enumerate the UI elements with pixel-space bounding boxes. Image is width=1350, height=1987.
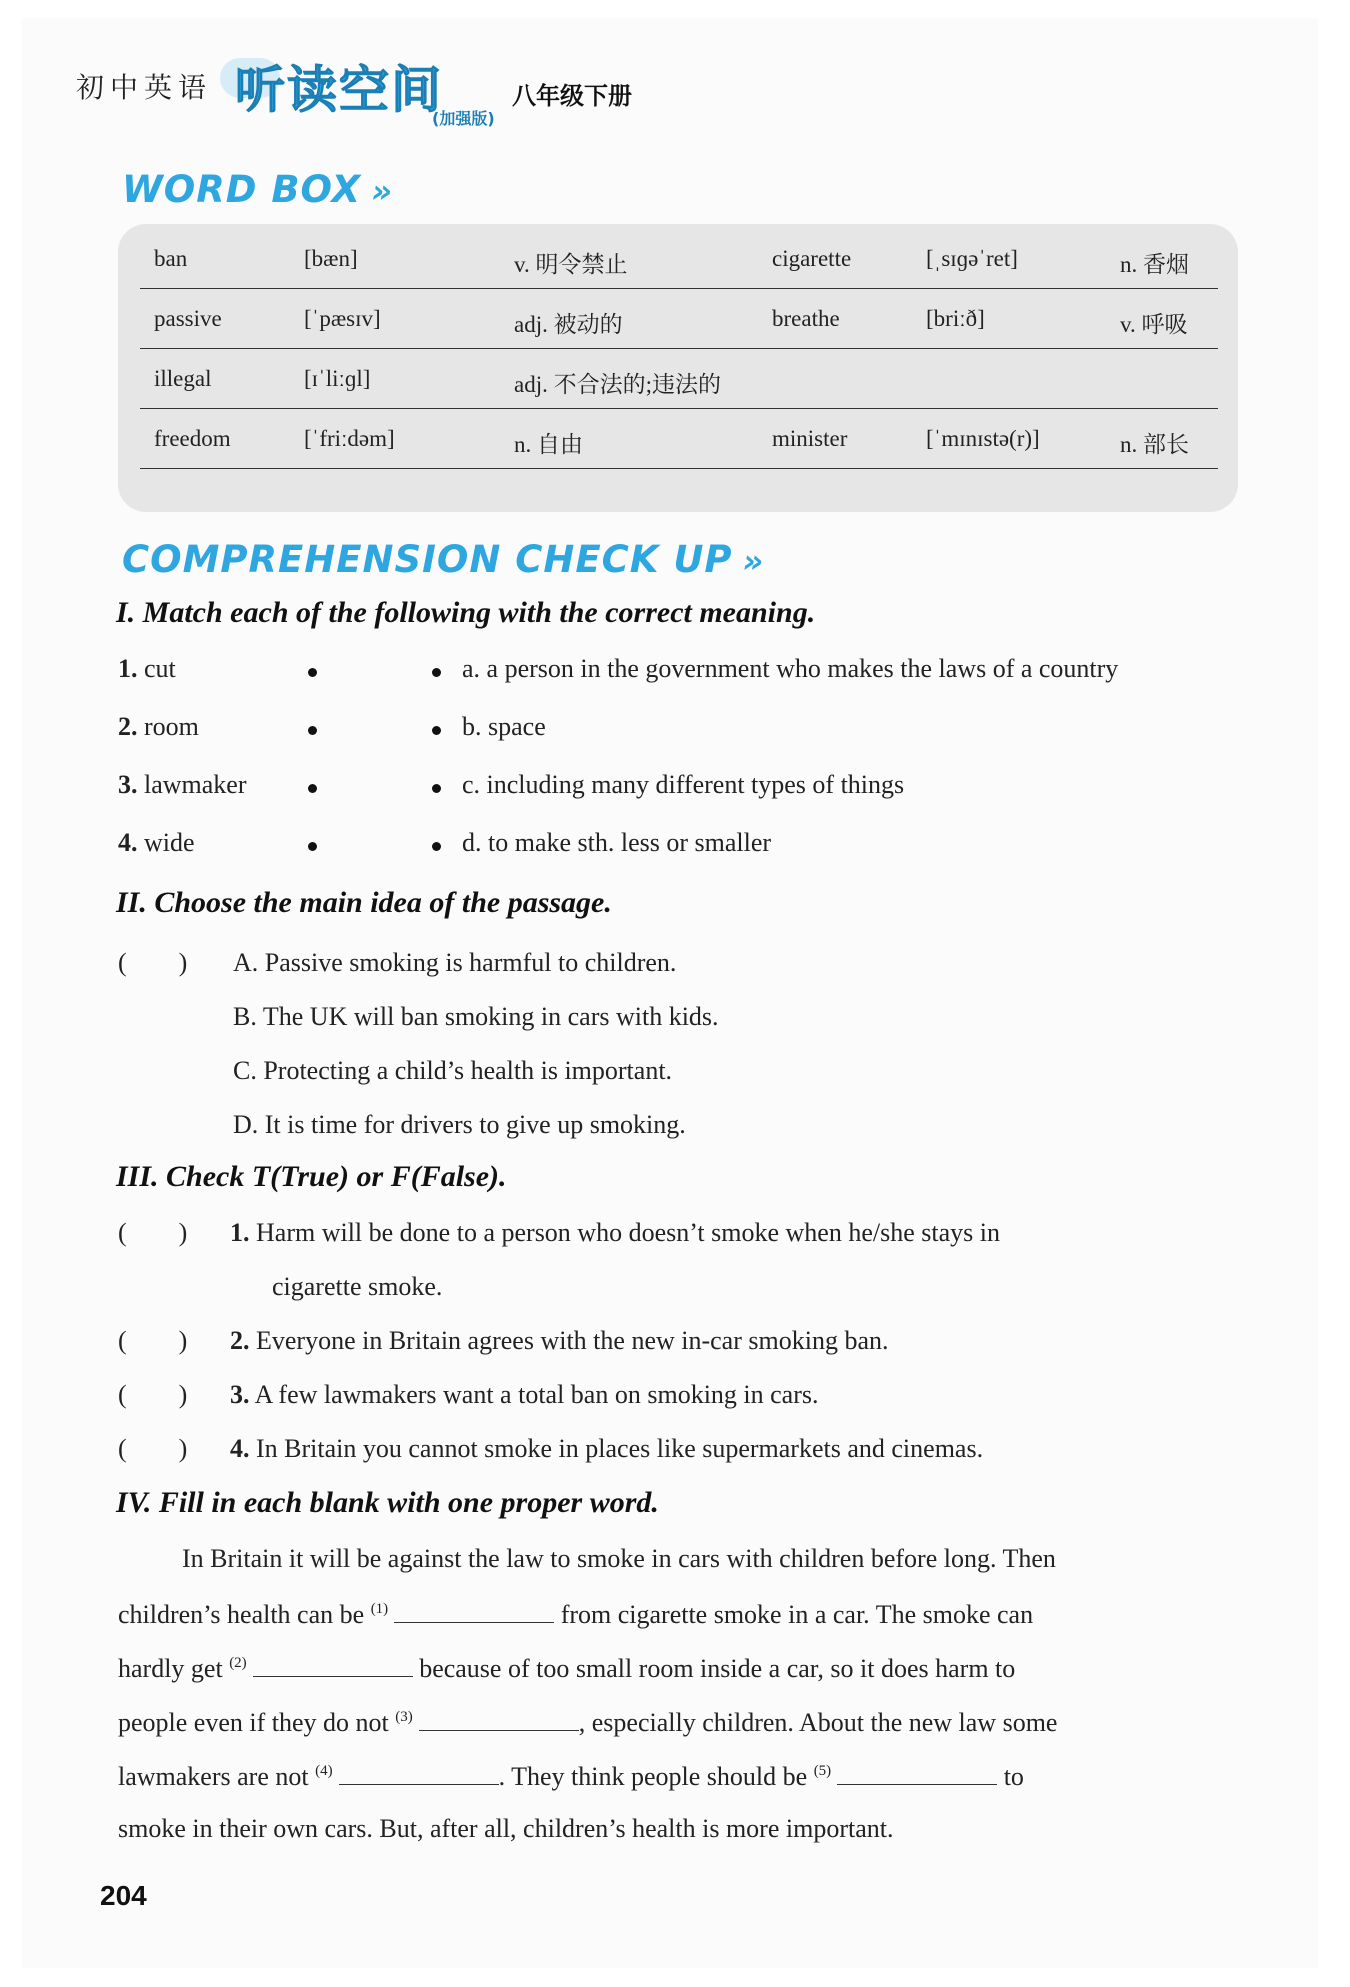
part3-heading: III. Check T(True) or F(False). — [116, 1160, 507, 1193]
phonetic: [ɪˈliːɡl] — [304, 366, 371, 391]
phonetic: [briːð] — [926, 306, 985, 331]
word: passive — [154, 306, 222, 331]
match-meaning: d. to make sth. less or smaller — [462, 828, 772, 857]
passage-line — [118, 1760, 1024, 1792]
blank-input[interactable] — [253, 1652, 413, 1677]
match-word: cut — [144, 654, 176, 683]
match-dot-right[interactable] — [432, 726, 441, 735]
blank-number: (2) — [229, 1655, 247, 1672]
tf-item — [230, 1380, 819, 1410]
word: illegal — [154, 366, 212, 391]
blank-number: (5) — [813, 1763, 832, 1780]
match-word: wide — [144, 828, 195, 857]
passage-text: people even if they do not — [118, 1708, 389, 1737]
passage-text: , especially children. About the new law some — [578, 1708, 1058, 1737]
tf-item — [230, 1326, 888, 1356]
tf-text-continued: cigarette smoke. — [272, 1272, 443, 1301]
match-dot-left[interactable] — [308, 726, 317, 735]
tf-text: Harm will be done to a person who doesn’t smoke when he/she stays in — [256, 1218, 1000, 1247]
header-grade: 八年级下册 — [512, 82, 632, 110]
passage-line — [118, 1706, 1057, 1738]
item-number: 3. — [230, 1380, 250, 1409]
passage-line — [118, 1598, 1033, 1630]
passage-line: In Britain it will be against the law to smoke in cars with children before long. Then — [182, 1544, 1056, 1573]
passage-line: smoke in their own cars. But, after all, children’s health is more important. — [118, 1814, 894, 1843]
meaning: n. 自由 — [514, 432, 583, 457]
tf-text: A few lawmakers want a total ban on smoking in cars. — [254, 1380, 819, 1409]
answer-bracket[interactable]: ( ) — [118, 948, 188, 977]
comprehension-title-text: COMPREHENSION CHECK UP — [122, 538, 733, 581]
item-number: 1. — [118, 654, 138, 683]
blank-number: (4) — [315, 1763, 333, 1780]
word-box — [118, 224, 1238, 512]
part2-heading: II. Choose the main idea of the passage. — [116, 886, 612, 919]
item-number: 4. — [118, 828, 138, 857]
match-item — [118, 712, 199, 742]
word-row — [140, 348, 1218, 409]
match-word: lawmaker — [144, 770, 247, 799]
part1-heading: I. Match each of the following with the correct meaning. — [116, 596, 816, 629]
passage-text: to — [1003, 1762, 1024, 1791]
header-series: 初中英语 — [76, 71, 213, 104]
passage-text: hardly get — [118, 1654, 223, 1683]
match-dot-left[interactable] — [308, 842, 317, 851]
match-meaning: a. a person in the government who makes the laws of a country — [462, 654, 1119, 683]
tf-item — [230, 1434, 983, 1464]
word-box-title-text: WORD BOX — [122, 168, 362, 211]
word-row — [140, 408, 1218, 469]
item-number: 3. — [118, 770, 138, 799]
word-row — [140, 288, 1218, 349]
match-word: room — [144, 712, 199, 741]
blank-input[interactable] — [837, 1760, 997, 1785]
item-number: 1. — [230, 1218, 250, 1247]
meaning: n. 香烟 — [1120, 252, 1189, 277]
passage-text: children’s health can be — [118, 1600, 365, 1629]
blank-number: (1) — [370, 1601, 389, 1618]
blank-input[interactable] — [419, 1706, 579, 1731]
match-dot-right[interactable] — [432, 784, 441, 793]
tf-text: Everyone in Britain agrees with the new in-car smoking ban. — [256, 1326, 889, 1355]
passage-text: lawmakers are not — [118, 1762, 309, 1791]
item-number: 4. — [230, 1434, 250, 1463]
blank-input[interactable] — [339, 1760, 499, 1785]
match-item — [118, 828, 195, 858]
meaning: adj. 不合法的;违法的 — [514, 372, 721, 397]
item-number: 2. — [118, 712, 138, 741]
answer-bracket[interactable]: ( ) — [118, 1434, 188, 1463]
option-b: B. The UK will ban smoking in cars with kids. — [233, 1002, 719, 1031]
option-c: C. Protecting a child’s health is important. — [233, 1056, 673, 1085]
word: breathe — [772, 306, 840, 331]
match-dot-right[interactable] — [432, 842, 441, 851]
match-meaning: b. space — [462, 712, 546, 741]
match-meaning: c. including many different types of things — [462, 770, 905, 799]
phonetic: [ˈfriːdəm] — [304, 426, 395, 451]
comprehension-title — [122, 538, 764, 581]
part4-heading: IV. Fill in each blank with one proper word. — [116, 1486, 659, 1519]
option-d: D. It is time for drivers to give up smoking. — [233, 1110, 686, 1139]
meaning: n. 部长 — [1120, 432, 1189, 457]
phonetic: [ˌsɪɡəˈret] — [926, 246, 1018, 271]
meaning: v. 呼吸 — [1120, 312, 1188, 337]
chevron-right-icon: » — [742, 542, 765, 580]
passage-text: . They think people should be — [498, 1762, 808, 1791]
match-item — [118, 654, 176, 684]
answer-bracket[interactable]: ( ) — [118, 1326, 188, 1355]
phonetic: [bæn] — [304, 246, 358, 271]
match-dot-left[interactable] — [308, 668, 317, 677]
blank-input[interactable] — [394, 1598, 554, 1623]
meaning: v. 明令禁止 — [514, 252, 628, 277]
phonetic: [ˈpæsɪv] — [304, 306, 381, 331]
tf-text: In Britain you cannot smoke in places like supermarkets and cinemas. — [256, 1434, 984, 1463]
match-item — [118, 770, 247, 800]
header-title: 听读空间 — [235, 61, 443, 119]
answer-bracket[interactable]: ( ) — [118, 1380, 188, 1409]
option-a: A. Passive smoking is harmful to children. — [233, 948, 677, 977]
word: ban — [154, 246, 188, 271]
word: freedom — [154, 426, 231, 451]
page-number: 204 — [100, 1880, 147, 1911]
blank-number: (3) — [395, 1709, 413, 1726]
phonetic: [ˈmɪnɪstə(r)] — [926, 426, 1040, 451]
answer-bracket[interactable]: ( ) — [118, 1218, 188, 1247]
item-number: 2. — [230, 1326, 250, 1355]
word-box-title — [122, 168, 393, 211]
tf-item — [230, 1218, 1000, 1248]
meaning: adj. 被动的 — [514, 312, 623, 337]
passage-line — [118, 1652, 1015, 1684]
passage-text: from cigarette smoke in a car. The smoke can — [560, 1600, 1034, 1629]
match-dot-right[interactable] — [432, 668, 441, 677]
word: cigarette — [772, 246, 852, 271]
header-edition: (加强版) — [432, 109, 495, 128]
word: minister — [772, 426, 848, 451]
chevron-right-icon: » — [371, 172, 394, 210]
word-row — [140, 228, 1218, 289]
match-dot-left[interactable] — [308, 784, 317, 793]
passage-text: because of too small room inside a car, so it does harm to — [419, 1654, 1016, 1683]
